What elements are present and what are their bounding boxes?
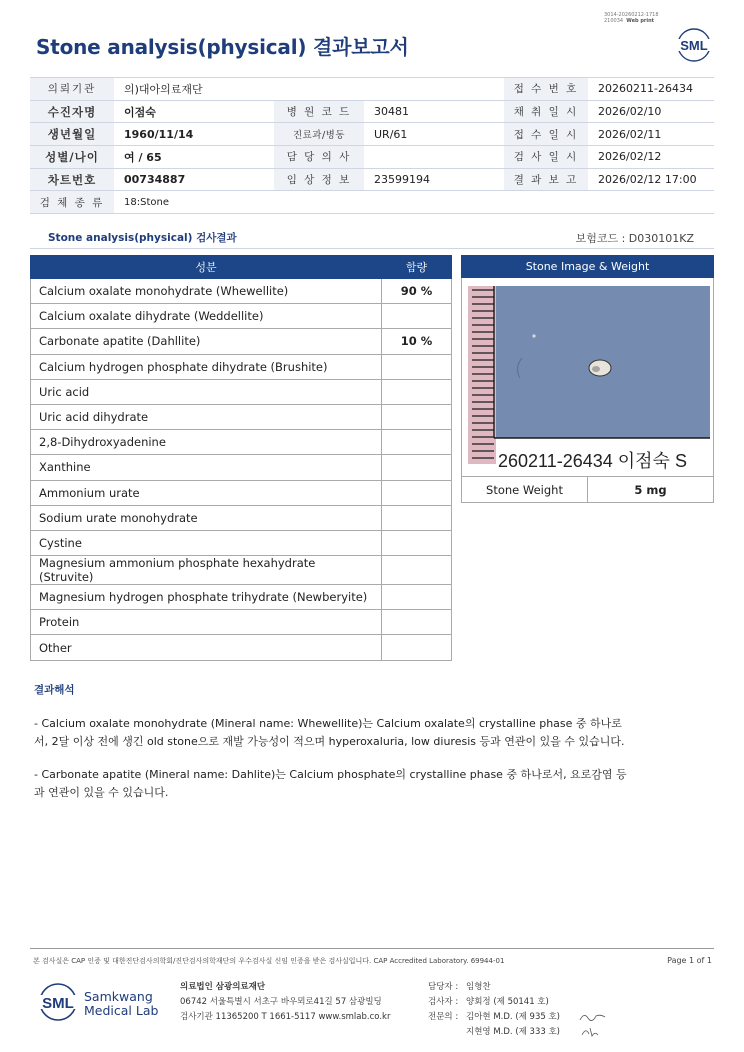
- staff-row: [428, 995, 560, 1010]
- chart-label: 차트번호: [30, 168, 114, 191]
- client-value: 의)대아의료재단: [114, 78, 504, 101]
- component-amount: [382, 379, 452, 404]
- component-name: Other: [31, 635, 382, 660]
- component-name: Uric acid dihydrate: [31, 404, 382, 429]
- org-contact: 검사기관 11365200 T 1661-5117 www.smlab.co.kr: [180, 1012, 391, 1022]
- birth-value: 1960/11/14: [114, 123, 274, 146]
- org-name: 의료법인 삼광의료재단: [180, 982, 266, 992]
- staff-name: 양회정 (제 50141 호): [466, 997, 549, 1007]
- component-table-body: [31, 279, 452, 661]
- brand-line2: Medical Lab: [84, 1003, 159, 1018]
- signature-image: [578, 1025, 608, 1039]
- component-amount: [382, 635, 452, 660]
- footer-divider: [30, 948, 714, 949]
- stone-weight-table: [461, 476, 714, 503]
- interpretation-section: [34, 682, 634, 817]
- sml-logo: [674, 27, 714, 63]
- footer-brand: [84, 990, 158, 1018]
- staff-role: 담당자 :: [428, 982, 459, 992]
- table-row: [31, 455, 452, 480]
- component-name: Calcium oxalate dihydrate (Weddellite): [31, 304, 382, 329]
- component-amount: [382, 610, 452, 635]
- clinical-label: 임 상 정 보: [274, 168, 364, 191]
- component-name: Carbonate apatite (Dahllite): [31, 329, 382, 354]
- dept-label: 진료과/병동: [274, 123, 364, 146]
- amount-header: 함량: [382, 256, 452, 279]
- stone-photo-frame: [461, 278, 714, 476]
- report-value: 2026/02/12 17:00: [588, 168, 714, 191]
- staff-name: 김아현 M.D. (제 935 호): [466, 1012, 561, 1022]
- component-name: Uric acid: [31, 379, 382, 404]
- component-name: Protein: [31, 610, 382, 635]
- component-amount: [382, 354, 452, 379]
- table-row: [31, 556, 452, 585]
- section-header: [30, 223, 714, 249]
- receipt-no-value: 20260211-26434: [588, 78, 714, 101]
- test-date-value: 2026/02/12: [588, 146, 714, 169]
- component-name: 2,8-Dihydroxyadenine: [31, 430, 382, 455]
- sex-age-label: 성별/나이: [30, 146, 114, 169]
- table-row: [31, 304, 452, 329]
- web-print-label: Web print: [626, 18, 655, 24]
- collect-date-value: 2026/02/10: [588, 100, 714, 123]
- hospital-code-label: 병 원 코 드: [274, 100, 364, 123]
- footer-org: [180, 980, 390, 1025]
- staff-row: [428, 1010, 560, 1025]
- stone-weight-row: [462, 477, 714, 503]
- component-amount: 10 %: [382, 329, 452, 354]
- staff-name: 지현영 M.D. (제 333 호): [466, 1027, 561, 1037]
- accreditation-note: 본 검사실은 CAP 인증 및 대한진단검사의학회/진단검사의학재단의 우수검사실 신임 인증을 받은 검사실입니다. CAP Accredited Laboratory. 69944-01: [33, 957, 505, 965]
- staff-role: 검사자 :: [428, 997, 459, 1007]
- stone-weight-value: 5 mg: [588, 477, 714, 503]
- component-name: Cystine: [31, 530, 382, 555]
- birth-label: 생년월일: [30, 123, 114, 146]
- table-row: [31, 354, 452, 379]
- table-row: [31, 404, 452, 429]
- specimen-label: 검 체 종 류: [30, 191, 114, 214]
- page-number: Page 1 of 1: [667, 956, 712, 965]
- stone-photo-label: 260211-26434 이점숙 S: [498, 451, 687, 471]
- component-name: Magnesium ammonium phosphate hexahydrate (Struvite): [31, 556, 382, 585]
- stone-image-panel: [461, 255, 714, 503]
- component-amount: [382, 304, 452, 329]
- test-date-label: 검 사 일 시: [504, 146, 588, 169]
- receipt-date-label: 접 수 일 시: [504, 123, 588, 146]
- staff-row: [428, 980, 560, 995]
- patient-row: [30, 100, 714, 123]
- component-amount: [382, 585, 452, 610]
- hospital-code-value: 30481: [364, 100, 504, 123]
- interpretation-paragraph: - Calcium oxalate monohydrate (Mineral name: Whewellite)는 Calcium oxalate의 crystalline phase 중 하나로서, 2달 이상 전에 생긴 old stone으로 재발 가능성이 적으며 hyperoxaluria, low diuresis 등과 연관이 있을 수 있습니다.: [34, 717, 625, 748]
- table-row: [31, 585, 452, 610]
- table-row: [31, 279, 452, 304]
- clinical-value: 23599194: [364, 168, 504, 191]
- staff-name: 임형찬: [466, 982, 491, 992]
- doctor-value: [364, 146, 504, 169]
- dept-value: UR/61: [364, 123, 504, 146]
- specimen-value: 18:Stone: [114, 191, 714, 214]
- stone-weight-label: Stone Weight: [462, 477, 588, 503]
- recipient-value: 이점숙: [114, 100, 274, 123]
- staff-role: [428, 1025, 466, 1040]
- print-meta-line1: 3014-20260212-1718: [604, 12, 659, 18]
- staff-role: 전문의 :: [428, 1012, 459, 1022]
- component-name: Calcium hydrogen phosphate dihydrate (Brushite): [31, 354, 382, 379]
- insurance-code: 보험코드 : D030101KZ: [575, 232, 694, 245]
- org-address: 06742 서울특별시 서초구 바우뫼로41길 57 삼광빌딩: [180, 997, 382, 1007]
- patient-row: [30, 168, 714, 191]
- receipt-date-value: 2026/02/11: [588, 123, 714, 146]
- sml-logo-text: SML: [680, 38, 708, 53]
- patient-row: [30, 191, 714, 214]
- footer-sml-logo: [36, 980, 80, 1024]
- client-label: 의뢰기관: [30, 78, 114, 101]
- section-title: Stone analysis(physical) 검사결과: [48, 232, 237, 244]
- page-title: Stone analysis(physical) 결과보고서: [36, 35, 409, 59]
- component-amount: [382, 505, 452, 530]
- component-name: Sodium urate monohydrate: [31, 505, 382, 530]
- component-name: Ammonium urate: [31, 480, 382, 505]
- table-row: [31, 635, 452, 660]
- table-row: [31, 610, 452, 635]
- footer-staff: [428, 980, 560, 1040]
- table-row: [31, 480, 452, 505]
- component-header: 성분: [31, 256, 382, 279]
- component-name: Magnesium hydrogen phosphate trihydrate (Newberyite): [31, 585, 382, 610]
- sex-age-value: 여 / 65: [114, 146, 274, 169]
- component-amount: [382, 480, 452, 505]
- patient-row: [30, 146, 714, 169]
- report-label: 결 과 보 고: [504, 168, 588, 191]
- patient-info-table: [30, 77, 714, 214]
- table-row: [31, 530, 452, 555]
- table-row: [31, 430, 452, 455]
- component-name: Calcium oxalate monohydrate (Whewellite): [31, 279, 382, 304]
- component-amount: [382, 404, 452, 429]
- recipient-label: 수진자명: [30, 100, 114, 123]
- table-row: [31, 379, 452, 404]
- component-table: [30, 255, 452, 661]
- component-name: Xanthine: [31, 455, 382, 480]
- stone-image-header: Stone Image & Weight: [461, 255, 714, 278]
- component-amount: 90 %: [382, 279, 452, 304]
- interpretation-heading: 결과해석: [34, 684, 75, 696]
- table-header-row: [31, 256, 452, 279]
- print-meta: [604, 12, 659, 24]
- staff-row: [428, 1025, 560, 1040]
- receipt-no-label: 접 수 번 호: [504, 78, 588, 101]
- interpretation-paragraph: - Carbonate apatite (Mineral name: Dahlite)는 Calcium phosphate의 crystalline phase 중 하나로서, 요로감염 등과 연관이 있을 수 있습니다.: [34, 768, 627, 799]
- collect-date-label: 채 취 일 시: [504, 100, 588, 123]
- table-row: [31, 505, 452, 530]
- brand-line1: Samkwang: [84, 989, 153, 1004]
- component-amount: [382, 430, 452, 455]
- footer-logo-text: SML: [42, 995, 74, 1012]
- component-amount: [382, 556, 452, 585]
- patient-row: [30, 123, 714, 146]
- component-amount: [382, 530, 452, 555]
- print-meta-line2: 210034: [604, 18, 624, 24]
- component-amount: [382, 455, 452, 480]
- chart-value: 00734887: [114, 168, 274, 191]
- patient-row: [30, 78, 714, 101]
- table-row: [31, 329, 452, 354]
- signature-image: [578, 1010, 608, 1024]
- doctor-label: 담 당 의 사: [274, 146, 364, 169]
- stone-photo: [462, 278, 713, 476]
